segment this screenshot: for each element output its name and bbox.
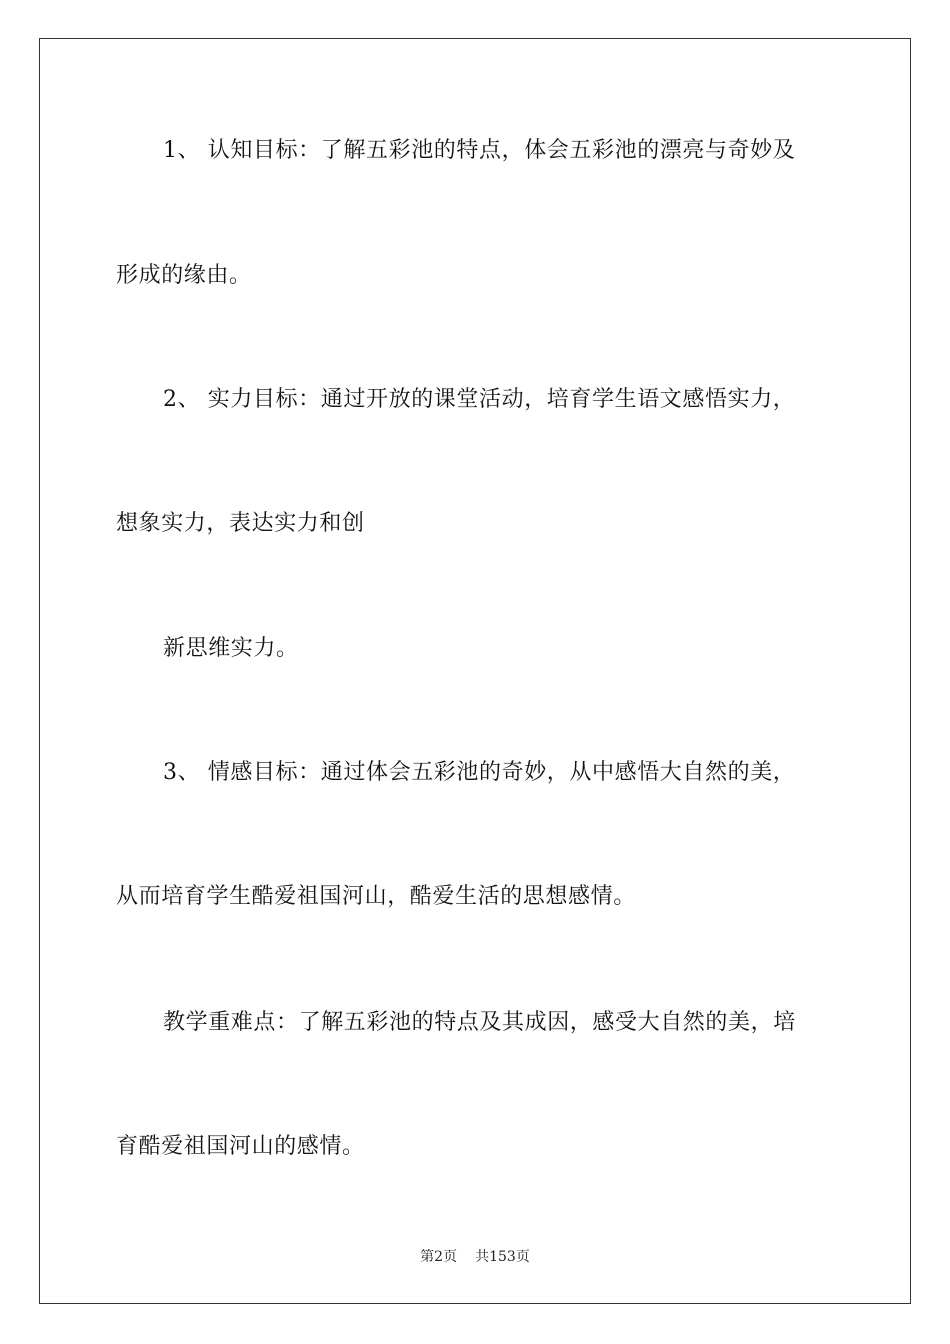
text-line-goal-2-start: 2、 实力目标：通过开放的课堂活动，培育学生语文感悟实力， — [163, 387, 796, 412]
text-line-key-points-end: 育酷爱祖国河山的感情。 — [116, 1134, 365, 1159]
text-line-goal-1-start: 1、 认知目标：了解五彩池的特点，体会五彩池的漂亮与奇妙及 — [163, 138, 796, 163]
text-line-goal-3-end: 从而培育学生酷爱祖国河山，酷爱生活的思想感情。 — [116, 884, 636, 909]
page-total: 共153页 — [475, 1249, 530, 1265]
page-footer — [0, 1248, 950, 1266]
text-line-goal-1-end: 形成的缘由。 — [116, 263, 252, 288]
text-line-goal-2-end: 新思维实力。 — [163, 636, 299, 661]
page-border — [39, 38, 911, 1304]
page-number: 第2页 — [420, 1249, 458, 1265]
text-line-goal-2-middle: 想象实力，表达实力和创 — [116, 511, 365, 536]
text-line-goal-3-start: 3、 情感目标：通过体会五彩池的奇妙，从中感悟大自然的美， — [163, 760, 796, 785]
text-line-key-points-start: 教学重难点：了解五彩池的特点及其成因，感受大自然的美，培 — [163, 1010, 796, 1035]
